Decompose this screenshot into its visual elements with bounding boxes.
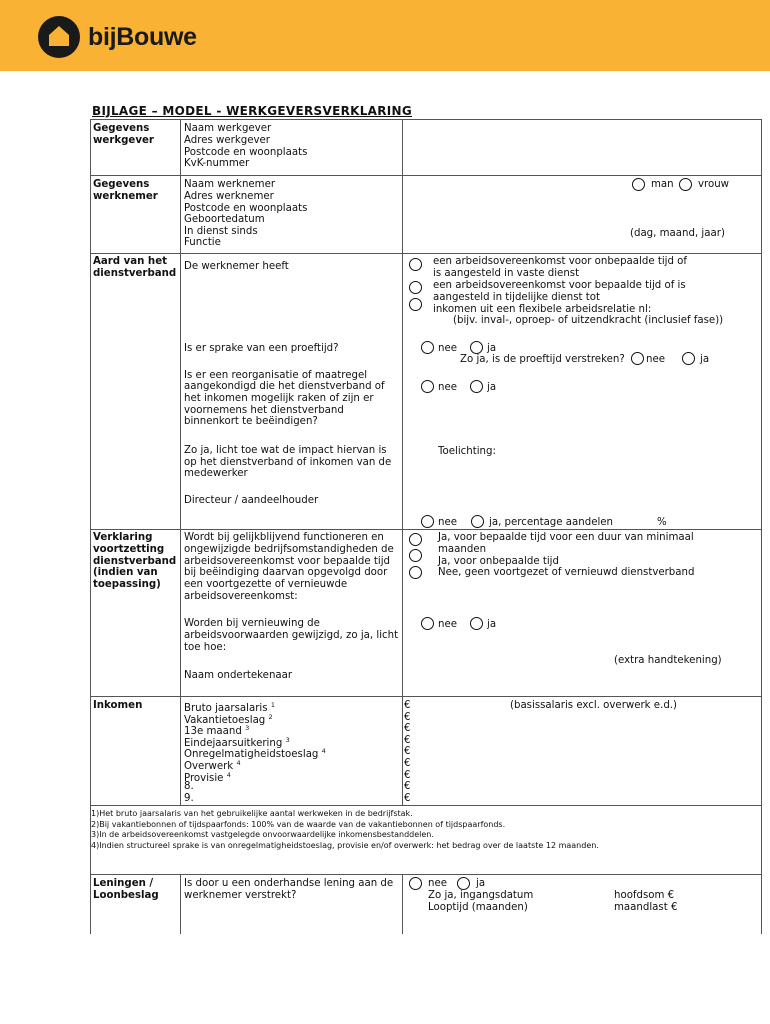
field-label: Functie [184, 237, 221, 248]
lening-question: werknemer verstrekt? [184, 890, 297, 901]
radio-lening-nee[interactable] [409, 877, 422, 890]
lening-question: Is door u een onderhandse lening aan de [184, 878, 394, 889]
column-divider-1 [180, 119, 181, 805]
section-label: Aard van het [93, 256, 167, 267]
section-label: Gegevens [93, 179, 150, 190]
field-label: KvK-nummer [184, 158, 250, 169]
section-label: Verklaring [93, 532, 153, 543]
radio-reorg-ja[interactable] [470, 380, 483, 393]
extra-handtekening: (extra handtekening) [614, 655, 722, 666]
inkomen-item [184, 793, 194, 805]
proeftijd-question: Is er sprake van een proeftijd? [184, 343, 339, 354]
section-label: werknemer [93, 191, 158, 202]
inkomen-item-label: Bruto jaarsalaris [184, 703, 268, 714]
percent-sign: % [657, 517, 667, 528]
footnote-ref: 4 [236, 759, 241, 767]
euro-sign: € [404, 723, 411, 735]
radio-label-nee: nee [428, 878, 447, 889]
date-hint: (dag, maand, jaar) [630, 228, 725, 239]
brand-header [0, 0, 770, 71]
brand-logo [38, 16, 197, 58]
document-title: BIJLAGE – MODEL - WERKGEVERSVERKLARING [92, 104, 413, 118]
row-divider [90, 253, 762, 254]
lening-left-border [90, 874, 91, 934]
table-top-border [90, 119, 762, 120]
radio-wijzig-ja[interactable] [470, 617, 483, 630]
field-label: Postcode en woonplaats [184, 203, 308, 214]
radio-label-nee: nee [438, 517, 457, 528]
footnote-ref: 1 [270, 701, 275, 709]
footnote-right-border [761, 805, 762, 875]
radio-directeur-ja[interactable] [471, 515, 484, 528]
radio-onbepaalde-tijd[interactable] [409, 258, 422, 271]
reorg-question: binnenkort te beëindigen? [184, 416, 318, 427]
radio-verstreken-ja[interactable] [682, 352, 695, 365]
row-divider [90, 529, 762, 530]
house-icon [38, 16, 80, 58]
basis-note: (basissalaris excl. overwerk e.d.) [510, 700, 677, 711]
radio-reorg-nee[interactable] [421, 380, 434, 393]
wijzig-question: Worden bij vernieuwing de [184, 618, 320, 629]
radio-label-ja: ja [476, 878, 486, 889]
field-label: Adres werknemer [184, 191, 274, 202]
percentage-label: ja, percentage aandelen [489, 517, 614, 528]
euro-sign: € [404, 781, 411, 793]
table-left-border [90, 119, 91, 805]
radio-label-nee: nee [646, 354, 665, 365]
ingangsdatum-label: Zo ja, ingangsdatum [428, 890, 534, 901]
radio-voortzetting-bepaald[interactable] [409, 533, 422, 546]
euro-sign: € [404, 734, 411, 746]
radio-label-ja: ja [487, 382, 497, 393]
option-text: aangesteld in tijdelijke dienst tot [433, 292, 601, 303]
radio-wijzig-nee[interactable] [421, 617, 434, 630]
footnote-ref: 4 [226, 770, 231, 779]
impact-question: Zo ja, licht toe wat de impact hiervan is [184, 445, 387, 456]
inkomen-item-label: 9. [184, 792, 194, 804]
radio-label-ja: ja [700, 354, 710, 365]
radio-label-man: man [651, 179, 674, 190]
section-label: Gegevens [93, 123, 150, 134]
proeftijd-follow-question: Zo ja, is de proeftijd verstreken? [460, 354, 625, 365]
option-text: Ja, voor bepaalde tijd voor een duur van minimaal [438, 532, 694, 543]
section-label: (indien van [93, 567, 158, 578]
radio-label-nee: nee [438, 382, 457, 393]
radio-label-nee: nee [438, 619, 457, 630]
section-label: voortzetting [93, 544, 165, 555]
table-right-border [761, 119, 762, 805]
euro-sign: € [404, 700, 411, 711]
voortzetting-question: ongewijzigde bedrijfsomstandigheden de [184, 544, 394, 555]
radio-man[interactable] [632, 178, 645, 191]
field-label: Naam werknemer [184, 179, 276, 190]
section-label: Loonbeslag [93, 890, 159, 901]
option-text: een arbeidsovereenkomst voor bepaalde tijd of is [433, 280, 686, 291]
euro-sign: € [404, 769, 411, 781]
lening-divider-2 [402, 874, 403, 934]
field-label: In dienst sinds [184, 226, 258, 237]
radio-directeur-nee[interactable] [421, 515, 434, 528]
column-divider-2 [402, 119, 403, 805]
radio-proeftijd-nee[interactable] [421, 341, 434, 354]
inkomen-item-label: Onregelmatigheidstoeslag [184, 749, 319, 761]
radio-verstreken-nee[interactable] [631, 352, 644, 365]
radio-proeftijd-ja[interactable] [470, 341, 483, 354]
row-divider [90, 175, 762, 176]
field-label: Geboortedatum [184, 214, 265, 225]
voortzetting-question: een voortgezette of vernieuwde [184, 579, 348, 590]
impact-question: medewerker [184, 468, 248, 479]
section-label: Inkomen [93, 700, 143, 711]
footnote-ref: 3 [245, 724, 250, 733]
inkomen-item-label: Eindejaarsuitkering [184, 737, 283, 749]
section-label: werkgever [93, 135, 154, 146]
voortzetting-question: Wordt bij gelijkblijvend functioneren en [184, 532, 384, 543]
radio-bepaalde-tijd[interactable] [409, 281, 422, 294]
section-label: dienstverband [93, 556, 177, 567]
footnote: 1)Het bruto jaarsalaris van het gebruikelijke aantal werkweken in de bedrijfstak. [91, 809, 413, 818]
inkomen-item-label: 13e maand [184, 726, 242, 738]
reorg-question: het inkomen mogelijk raken of zijn er [184, 393, 374, 404]
inkomen-item-label: Overwerk [184, 761, 234, 772]
reorg-question: aangekondigd die het dienstverband of [184, 381, 385, 392]
radio-vrouw[interactable] [679, 178, 692, 191]
voortzetting-question: arbeidsovereenkomst: [184, 591, 298, 602]
footnote: 4)Indien structureel sprake is van onregelmatigheidstoeslag, provisie en/of overwerk: het bedrag over de laatste 12 maanden. [91, 841, 599, 850]
ondertekenaar-label: Naam ondertekenaar [184, 670, 293, 681]
euro-sign: € [404, 746, 411, 758]
directeur-question: Directeur / aandeelhouder [184, 495, 319, 506]
maandlast-label: maandlast € [614, 902, 678, 913]
section-label: toepassing) [93, 579, 161, 590]
wijzig-question: toe hoe: [184, 642, 227, 653]
hoofdsom-label: hoofdsom € [614, 890, 675, 901]
radio-voortzetting-nee[interactable] [409, 566, 422, 579]
looptijd-label: Looptijd (maanden) [428, 902, 528, 913]
voortzetting-question: arbeidsovereenkomst voor bepaalde tijd [184, 556, 391, 567]
footnote-ref: 4 [321, 747, 326, 756]
lening-divider-1 [180, 874, 181, 934]
euro-sign: € [404, 711, 411, 723]
section-label: dienstverband [93, 268, 177, 279]
inkomen-item-label: Provisie [184, 772, 224, 784]
option-text: Nee, geen voortgezet of vernieuwd dienstverband [438, 567, 695, 578]
inkomen-item-label: Vakantietoeslag [184, 714, 266, 726]
voortzetting-question: bij beëindiging daarvan opgevolgd door [184, 567, 388, 578]
inkomen-item-label: 8. [184, 781, 194, 793]
option-text: een arbeidsovereenkomst voor onbepaalde tijd of [433, 256, 688, 267]
lening-right-border [761, 874, 762, 934]
wijzig-question: arbeidsvoorwaarden gewijzigd, zo ja, licht [184, 630, 399, 641]
option-text: (bijv. inval-, oproep- of uitzendkracht (inclusief fase)) [453, 315, 724, 326]
euro-sign: € [404, 792, 411, 804]
radio-voortzetting-onbepaald[interactable] [409, 549, 422, 562]
reorg-question: voornemens het dienstverband [184, 405, 344, 416]
option-text: maanden [438, 544, 487, 555]
option-text: inkomen uit een flexibele arbeidsrelatie nl: [433, 304, 652, 315]
footnote-ref: 2 [268, 712, 273, 721]
option-text: is aangesteld in vaste dienst [433, 268, 580, 279]
field-label: Naam werkgever [184, 123, 272, 134]
radio-flexibel[interactable] [409, 298, 422, 311]
impact-question: op het dienstverband of inkomen van de [184, 457, 392, 468]
inkomen-item [184, 781, 194, 793]
footnote: 3)In de arbeidsovereenkomst vastgelegde onvoorwaardelijke inkomensbestanddelen. [91, 830, 434, 839]
footnote-ref: 3 [285, 735, 290, 744]
field-label: De werknemer heeft [184, 261, 289, 272]
row-divider [90, 696, 762, 697]
radio-label-nee: nee [438, 343, 457, 354]
radio-label-ja: ja [487, 343, 497, 354]
radio-label-ja: ja [487, 619, 497, 630]
row-divider [90, 874, 762, 875]
euro-sign: € [404, 758, 411, 769]
radio-label-vrouw: vrouw [698, 179, 730, 190]
field-label: Adres werkgever [184, 135, 270, 146]
footnote: 2)Bij vakantiebonnen of tijdspaarfonds: 100% van de waarde van de vakantiebonnen of tijdspaarfonds. [91, 820, 506, 829]
toelichting-label: Toelichting: [438, 446, 496, 457]
reorg-question: Is er een reorganisatie of maatregel [184, 370, 368, 381]
row-divider [90, 805, 762, 806]
radio-lening-ja[interactable] [457, 877, 470, 890]
option-text: Ja, voor onbepaalde tijd [438, 556, 559, 567]
section-label: Leningen / [93, 878, 154, 889]
brand-name: bijBouwe [88, 22, 197, 51]
field-label: Postcode en woonplaats [184, 147, 308, 158]
